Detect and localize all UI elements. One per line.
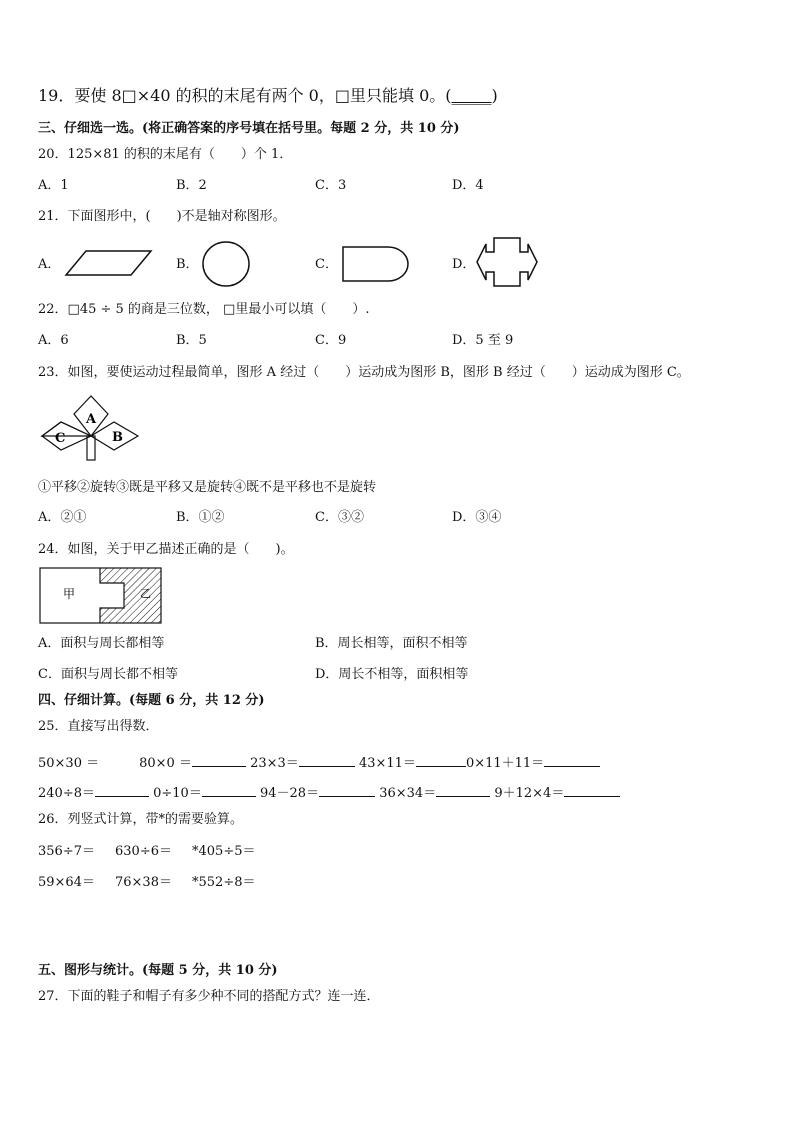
question-19-text: 19．要使 8□×40 的积的末尾有两个 0，□里只能填 0。( <box>38 86 452 105</box>
section-3-title: 三、仔细选一选。(将正确答案的序号填在括号里。每题 2 分，共 10 分) <box>38 121 460 136</box>
calc-row-2 <box>38 782 620 801</box>
question-26-text: 26．列竖式计算，带*的需要验算。 <box>38 812 244 827</box>
question-23-text: 23．如图，要使运动过程最简单，图形 A 经过（ ）运动成为图形 B，图形 B 经过（ ）运动成为图形 C。 <box>38 365 690 380</box>
q24-option-d[interactable]: D．周长不相等，面积相等 <box>315 667 469 682</box>
q26-item: 59×64＝ <box>38 875 95 890</box>
q26-item: *405÷5＝ <box>192 844 256 859</box>
q21-option-a[interactable]: A． <box>38 257 61 272</box>
q23-option-a[interactable]: A．②① <box>38 510 87 525</box>
calc-item: 36×34＝ <box>379 786 437 801</box>
q20-option-c[interactable]: C．3 <box>315 178 347 193</box>
q26-item: 356÷7＝ <box>38 844 95 859</box>
q23-option-c[interactable]: C．③② <box>315 510 364 525</box>
answer-blank[interactable] <box>319 784 375 797</box>
answer-blank[interactable]: _____ <box>451 86 492 105</box>
label-jia: 甲 <box>63 587 76 601</box>
answer-blank[interactable] <box>564 784 620 797</box>
question-25-text: 25．直接写出得数． <box>38 719 159 734</box>
q22-option-a[interactable]: A．6 <box>38 333 69 348</box>
q22-option-d[interactable]: D．5 至 9 <box>452 333 514 348</box>
question-24-text: 24．如图，关于甲乙描述正确的是（ )。 <box>38 542 294 557</box>
q26-item: 76×38＝ <box>115 875 172 890</box>
answer-blank[interactable] <box>192 754 246 767</box>
answer-blank[interactable] <box>544 754 600 767</box>
q22-option-b[interactable]: B．5 <box>176 333 207 348</box>
q20-option-a[interactable]: A．1 <box>38 178 69 193</box>
q24-option-b[interactable]: B．周长相等，面积不相等 <box>315 636 468 651</box>
question-20-text: 20．125×81 的积的末尾有（ ）个 1． <box>38 147 293 162</box>
calc-item: 240÷8＝ <box>38 786 95 801</box>
answer-blank[interactable] <box>95 784 149 797</box>
q20-option-b[interactable]: B．2 <box>176 178 207 193</box>
double-arrow-cross-shape <box>474 236 540 288</box>
jia-yi-figure <box>38 566 164 626</box>
calc-item: 23×3＝ <box>250 756 299 771</box>
semicircle-rect-shape <box>340 244 412 284</box>
q26-item: 630÷6＝ <box>115 844 172 859</box>
shape-label-a: A <box>86 412 97 427</box>
calc-item: 0÷10＝ <box>153 786 202 801</box>
q21-option-d[interactable]: D． <box>452 257 476 272</box>
question-27-text: 27．下面的鞋子和帽子有多少种不同的搭配方式？连一连． <box>38 989 380 1004</box>
circle-shape <box>200 240 252 288</box>
section-4-title: 四、仔细计算。(每题 6 分，共 12 分) <box>38 693 265 708</box>
q20-option-d[interactable]: D．4 <box>452 178 484 193</box>
calc-item: 43×11＝ <box>358 756 416 771</box>
label-yi: 乙 <box>140 587 151 600</box>
answer-blank[interactable] <box>436 784 490 797</box>
shape-label-b: B <box>112 430 123 445</box>
answer-blank[interactable] <box>299 754 355 767</box>
q21-option-b[interactable]: B． <box>176 257 199 272</box>
parallelogram-shape <box>64 248 154 278</box>
answer-blank[interactable] <box>202 784 256 797</box>
q21-option-c[interactable]: C． <box>315 257 338 272</box>
question-21-text: 21．下面图形中，( )不是轴对称图形。 <box>38 209 286 224</box>
calc-item: 9＋12×4＝ <box>494 786 565 801</box>
question-19 <box>38 88 498 104</box>
q22-option-c[interactable]: C．9 <box>315 333 347 348</box>
section-5-title: 五、图形与统计。(每题 5 分，共 10 分) <box>38 963 278 978</box>
q24-option-a[interactable]: A．面积与周长都相等 <box>38 636 165 651</box>
calc-item: 0×11＋11＝ <box>465 756 545 771</box>
q24-option-c[interactable]: C．面积与周长都不相等 <box>38 667 178 682</box>
rotation-diagram <box>38 394 142 464</box>
question-19-close: ) <box>491 86 498 105</box>
q23-choices-legend: ①平移②旋转③既是平移又是旋转④既不是平移也不是旋转 <box>38 480 377 495</box>
calc-item: 80×0 ＝ <box>139 756 192 771</box>
calc-item: 50×30 ＝ <box>38 756 100 771</box>
shape-label-c: C <box>55 431 66 446</box>
answer-blank[interactable] <box>416 754 466 767</box>
calc-item: 94－28＝ <box>259 786 320 801</box>
q26-item: *552÷8＝ <box>192 875 256 890</box>
q23-option-d[interactable]: D．③④ <box>452 510 502 525</box>
question-22-text: 22．□45 ÷ 5 的商是三位数， □里最小可以填（ ）. <box>38 302 370 317</box>
q23-option-b[interactable]: B．①② <box>176 510 225 525</box>
calc-row-1 <box>38 752 600 771</box>
